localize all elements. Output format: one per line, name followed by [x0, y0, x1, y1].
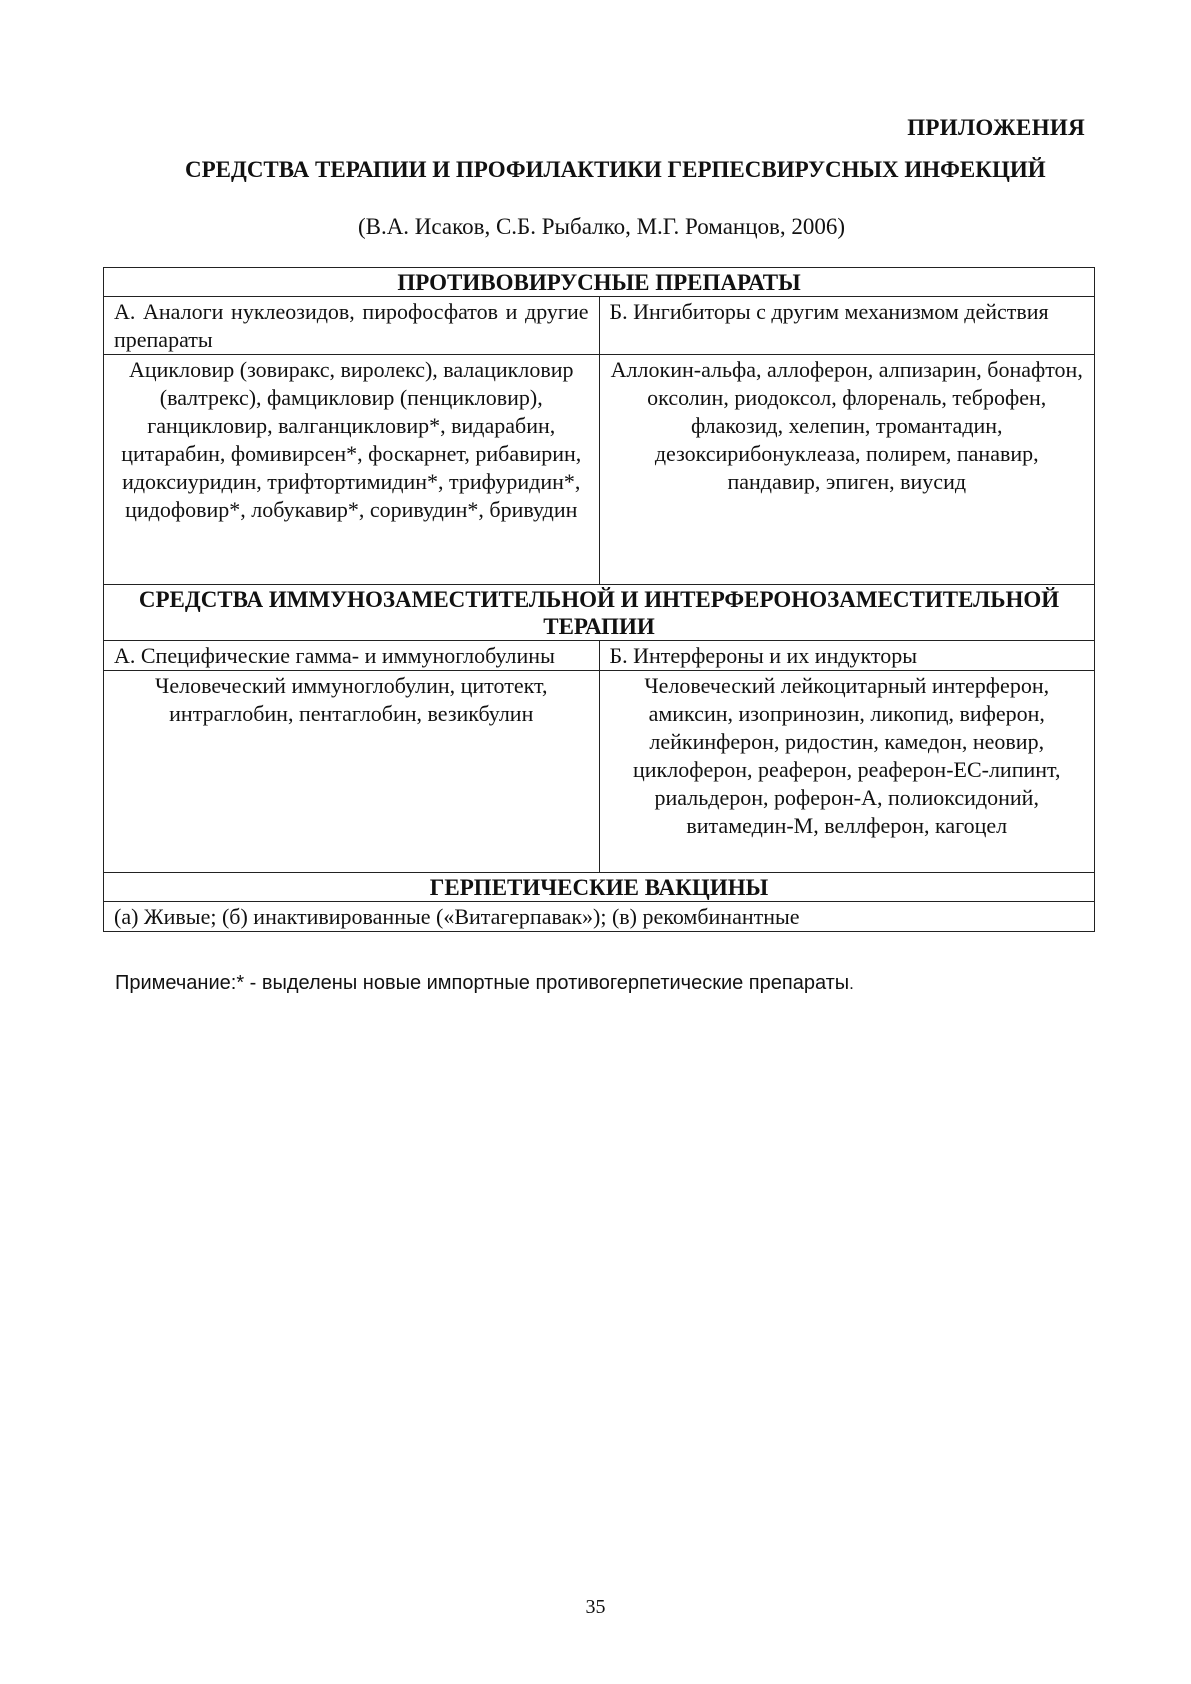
antiviral-col-a-content: Ацикловир (зовиракс, виролекс), валацикловир (валтрекс), фамцикловир (пенцикловир), ганцикловир, валганцикловир*, видарабин, цитарабин, фомивирсен*, фоскарнет, рибавирин, идоксиуридин, трифтортимидин*, трифуридин*, цидофовир*, лобукавир*, соривудин*, бривудин: [104, 355, 600, 585]
authors-line: [0, 214, 1191, 240]
footnote-text: Примечание:* - выделены новые импортные противогерпетические препараты: [115, 972, 850, 994]
immuno-col-b-content: Человеческий лейкоцитарный интерферон, амиксин, изопринозин, ликопид, виферон, лейкинферон, ридостин, камедон, неовир, циклоферон, реаферон, реаферон-ЕС-липинт, риальдерон, роферон-А, полиоксидоний, витамедин-М, веллферон, кагоцел: [599, 671, 1095, 873]
antiviral-col-b-label: Б. Ингибиторы с другим механизмом действия: [599, 297, 1095, 355]
immuno-col-b-label: Б. Интерфероны и их индукторы: [599, 641, 1095, 671]
table-row: [104, 641, 1095, 671]
table-row: [104, 297, 1095, 355]
authors-text: (В.А. Исаков, С.Б. Рыбалко, М.Г. Романцов, 2006): [357, 214, 846, 239]
immuno-col-a-content: Человеческий иммуноглобулин, цитотект, интраглобин, пентаглобин, везикбулин: [104, 671, 600, 873]
appendix-heading: ПРИЛОЖЕНИЯ: [907, 115, 1085, 140]
antiviral-col-a-label: А. Аналоги нуклеозидов, пирофосфатов и другие препараты: [104, 297, 600, 355]
vaccines-content: (а) Живые; (б) инактивированные («Витагерпавак»); (в) рекомбинантные: [104, 902, 1095, 932]
table-row: [104, 671, 1095, 873]
therapy-table: [103, 267, 1095, 932]
footnote: [115, 972, 854, 995]
vaccines-heading: ГЕРПЕТИЧЕСКИЕ ВАКЦИНЫ: [104, 873, 1095, 902]
document-title: СРЕДСТВА ТЕРАПИИ И ПРОФИЛАКТИКИ ГЕРПЕСВИРУСНЫХ ИНФЕКЦИЙ: [185, 157, 1046, 182]
page-number: 35: [585, 1596, 606, 1618]
table-row: [104, 355, 1095, 585]
immuno-heading: СРЕДСТВА ИММУНОЗАМЕСТИТЕЛЬНОЙ И ИНТЕРФЕРОНОЗАМЕСТИТЕЛЬНОЙ ТЕРАПИИ: [104, 585, 1095, 641]
table-row: [104, 268, 1095, 297]
table-row: [104, 873, 1095, 902]
table-row: [104, 902, 1095, 932]
footnote-period: .: [849, 974, 854, 993]
antiviral-col-b-content: Аллокин-альфа, аллоферон, алпизарин, бонафтон, оксолин, риодоксол, флореналь, теброфен, флакозид, хелепин, тромантадин, дезоксирибонуклеаза, полирем, панавир, пандавир, эпиген, виусид: [599, 355, 1095, 585]
table-row: [104, 585, 1095, 641]
antiviral-heading: ПРОТИВОВИРУСНЫЕ ПРЕПАРАТЫ: [104, 268, 1095, 297]
immuno-col-a-label: А. Специфические гамма- и иммуноглобулины: [104, 641, 600, 671]
